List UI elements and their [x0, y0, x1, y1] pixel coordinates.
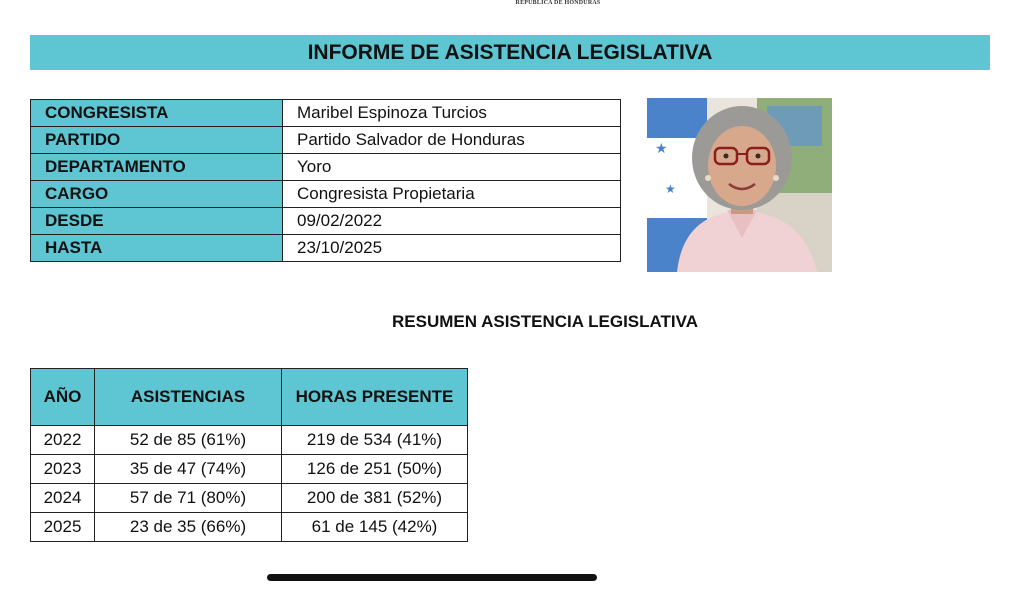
- profile-row-desde: [31, 208, 621, 235]
- report-title: INFORME DE ASISTENCIA LEGISLATIVA: [307, 40, 713, 64]
- cell-attendance: 35 de 47 (74%): [95, 455, 282, 484]
- cell-hours: 61 de 145 (42%): [282, 513, 468, 542]
- profile-label: HASTA: [31, 235, 283, 262]
- profile-label: CONGRESISTA: [31, 100, 283, 127]
- profile-table: [30, 99, 621, 262]
- table-row: [31, 426, 468, 455]
- column-header-hours: HORAS PRESENTE: [282, 369, 468, 426]
- cell-year: 2024: [31, 484, 95, 513]
- header-caption: REPÚBLICA DE HONDURAS: [515, 0, 601, 6]
- profile-value: 09/02/2022: [283, 208, 621, 235]
- cell-attendance: 23 de 35 (66%): [95, 513, 282, 542]
- profile-label: DEPARTAMENTO: [31, 154, 283, 181]
- profile-value: 23/10/2025: [283, 235, 621, 262]
- profile-value: Yoro: [283, 154, 621, 181]
- table-row: [31, 455, 468, 484]
- column-header-attendance: ASISTENCIAS: [95, 369, 282, 426]
- cell-attendance: 57 de 71 (80%): [95, 484, 282, 513]
- table-row: [31, 484, 468, 513]
- column-header-year: AÑO: [31, 369, 95, 426]
- cell-year: 2022: [31, 426, 95, 455]
- summary-title: RESUMEN ASISTENCIA LEGISLATIVA: [391, 312, 699, 331]
- table-header-row: [31, 369, 468, 426]
- congresista-photo: [647, 98, 832, 272]
- profile-row-cargo: [31, 181, 621, 208]
- profile-row-congresista: [31, 100, 621, 127]
- profile-row-hasta: [31, 235, 621, 262]
- profile-label: CARGO: [31, 181, 283, 208]
- table-row: [31, 513, 468, 542]
- svg-text:★: ★: [665, 182, 676, 196]
- cell-year: 2025: [31, 513, 95, 542]
- svg-text:★: ★: [655, 141, 668, 157]
- profile-row-departamento: [31, 154, 621, 181]
- profile-value: Partido Salvador de Honduras: [283, 127, 621, 154]
- cell-attendance: 52 de 85 (61%): [95, 426, 282, 455]
- profile-value: Maribel Espinoza Turcios: [283, 100, 621, 127]
- profile-label: DESDE: [31, 208, 283, 235]
- cell-hours: 126 de 251 (50%): [282, 455, 468, 484]
- profile-label: PARTIDO: [31, 127, 283, 154]
- cell-hours: 200 de 381 (52%): [282, 484, 468, 513]
- profile-row-partido: [31, 127, 621, 154]
- portrait-image: [647, 98, 832, 272]
- home-indicator[interactable]: [267, 574, 597, 581]
- attendance-table: [30, 368, 468, 542]
- profile-value: Congresista Propietaria: [283, 181, 621, 208]
- cell-hours: 219 de 534 (41%): [282, 426, 468, 455]
- cell-year: 2023: [31, 455, 95, 484]
- report-title-banner: [30, 35, 990, 70]
